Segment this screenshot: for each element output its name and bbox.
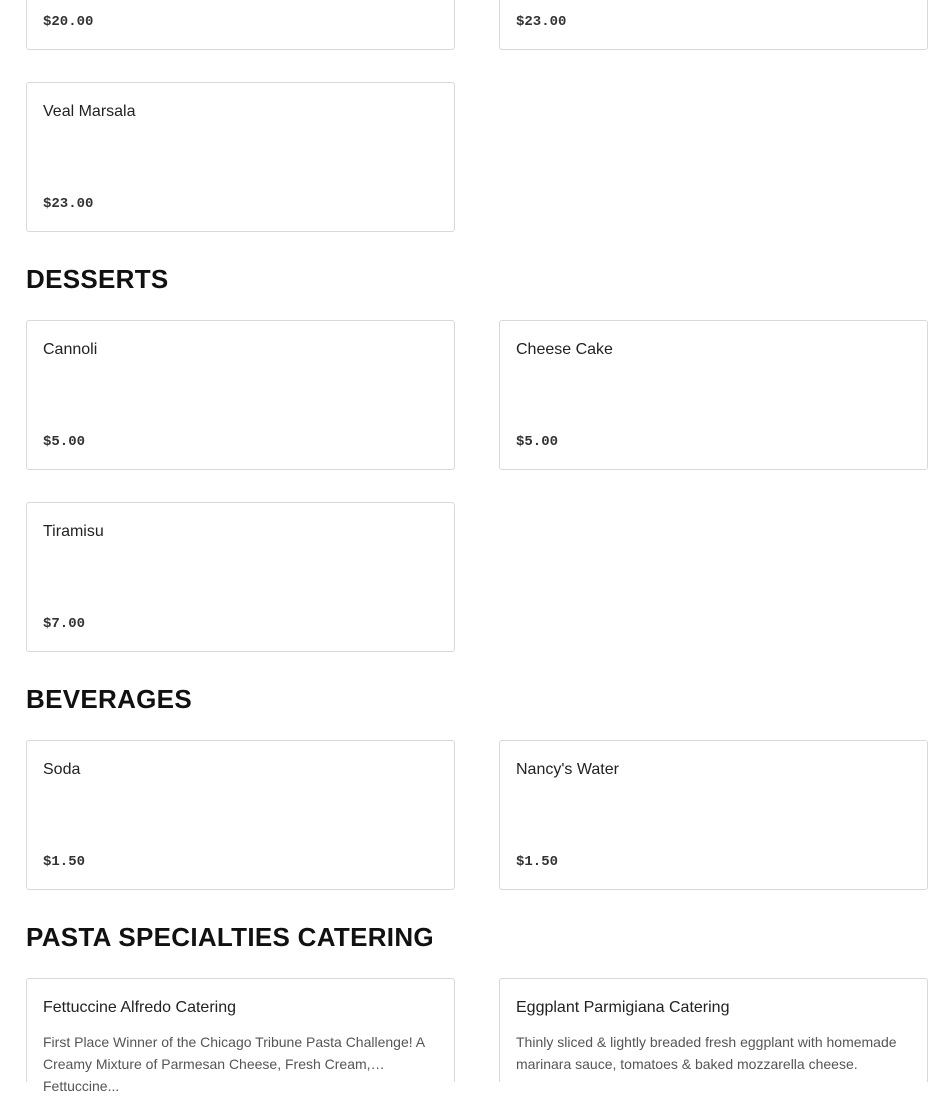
item-price: $23.00 [516, 14, 567, 30]
item-price: $1.50 [516, 854, 559, 870]
item-price: $5.00 [516, 434, 559, 450]
menu-item-card[interactable] [499, 978, 928, 1082]
item-name: Nancy's Water [516, 761, 619, 778]
item-price: $23.00 [43, 196, 94, 212]
item-description: Thinly sliced & lightly breaded fresh eggplant with homemade marinara sauce, tomatoes & baked mozzarella cheese. [516, 1034, 897, 1072]
menu-item-card[interactable] [499, 320, 928, 470]
menu-item-card[interactable] [499, 740, 928, 890]
section-title-beverages: BEVERAGES [26, 684, 192, 714]
menu-item-card[interactable] [26, 82, 455, 232]
item-name: Cheese Cake [516, 341, 613, 358]
item-price: $1.50 [43, 854, 86, 870]
item-name: Veal Marsala [43, 103, 136, 120]
item-name: Soda [43, 761, 81, 778]
section-title-desserts: DESSERTS [26, 264, 169, 294]
menu-item-card[interactable] [499, 0, 928, 50]
item-name: Eggplant Parmigiana Catering [516, 999, 730, 1016]
menu-item-card[interactable] [26, 978, 455, 1094]
menu-item-card[interactable] [26, 502, 455, 652]
menu-item-card[interactable] [26, 740, 455, 890]
item-price: $7.00 [43, 616, 86, 632]
item-description: First Place Winner of the Chicago Tribune Pasta Challenge! A Creamy Mixture of Parmesan Cheese, Fresh Cream, Fettuccine... [43, 1034, 425, 1094]
item-price: $5.00 [43, 434, 86, 450]
item-name: Tiramisu [43, 523, 104, 540]
item-name: Cannoli [43, 341, 98, 358]
section-title-catering: PASTA SPECIALTIES CATERING [26, 922, 434, 952]
menu-item-card[interactable] [26, 0, 455, 50]
item-name: Fettuccine Alfredo Catering [43, 999, 236, 1016]
menu-item-card[interactable] [26, 320, 455, 470]
item-price: $20.00 [43, 14, 94, 30]
